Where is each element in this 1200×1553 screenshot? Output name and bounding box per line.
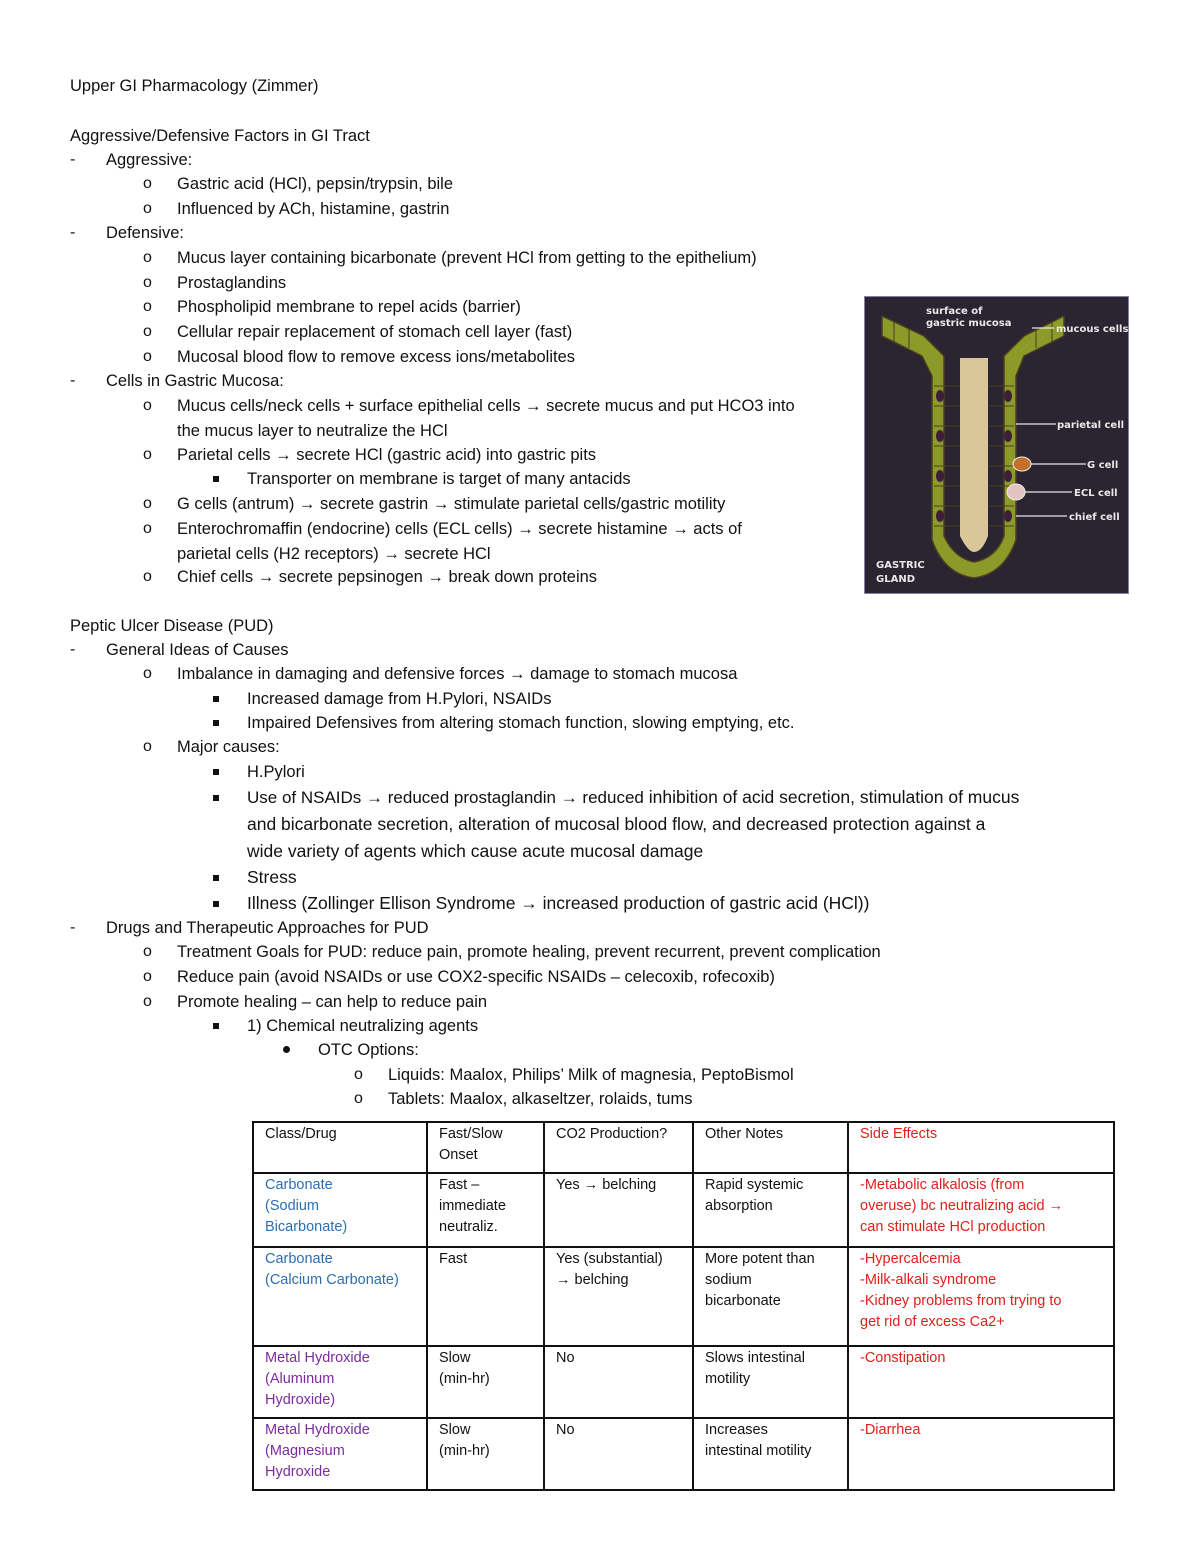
cell-co2: No xyxy=(544,1418,693,1490)
list-subitem-continuation: and bicarbonate secretion, alteration of mucosal blood flow, and decreased protection against a xyxy=(247,814,986,834)
cell-onset: Fast xyxy=(427,1247,544,1346)
cell-co2: Yes → belching xyxy=(544,1173,693,1247)
list-item: Chief cells → secrete pepsinogen → break down proteins xyxy=(177,568,598,586)
dash-marker: - xyxy=(70,224,76,241)
figure-label-gland: GLAND xyxy=(876,574,915,585)
list-item: Mucus layer containing bicarbonate (prevent HCl from getting to the epithelium) xyxy=(177,249,757,267)
table-row xyxy=(253,1346,1114,1418)
o-marker: o xyxy=(354,1090,363,1107)
list-item: Cellular repair replacement of stomach cell layer (fast) xyxy=(177,323,573,341)
table-row xyxy=(253,1418,1114,1490)
table-row xyxy=(253,1173,1114,1247)
o-marker: o xyxy=(143,968,152,985)
list-subsubitem: OTC Options: xyxy=(318,1041,419,1059)
list-item-continuation: parietal cells (H2 receptors) → secrete HCl xyxy=(177,545,491,563)
cell-class: Metal Hydroxide (Aluminum Hydroxide) xyxy=(253,1346,427,1418)
square-bullet xyxy=(213,476,219,482)
antacid-table xyxy=(252,1121,1115,1491)
list-subitem: Increased damage from H.Pylori, NSAIDs xyxy=(247,690,552,708)
cell-class: Metal Hydroxide (Magnesium Hydroxide xyxy=(253,1418,427,1490)
general-label: General Ideas of Causes xyxy=(106,641,289,659)
o-marker: o xyxy=(354,1066,363,1083)
cell-side-effects: -Diarrhea xyxy=(848,1418,1114,1490)
square-bullet xyxy=(213,875,219,881)
list-item: Gastric acid (HCl), pepsin/trypsin, bile xyxy=(177,175,454,193)
cell-co2: Yes (substantial) → belching xyxy=(544,1247,693,1346)
o-marker: o xyxy=(143,274,152,291)
list-subitem-continuation: wide variety of agents which cause acute mucosal damage xyxy=(247,841,704,861)
o-marker: o xyxy=(143,446,152,463)
defensive-label: Defensive: xyxy=(106,224,184,242)
list-item: Major causes: xyxy=(177,738,280,756)
cell-onset: Fast – immediate neutraliz. xyxy=(427,1173,544,1247)
aggressive-label: Aggressive: xyxy=(106,151,193,169)
header-side-effects: Side Effects xyxy=(848,1122,1114,1173)
list-subitem: Transporter on membrane is target of many antacids xyxy=(247,470,631,488)
cell-class: Carbonate (Calcium Carbonate) xyxy=(253,1247,427,1346)
list-item: Mucosal blood flow to remove excess ions/metabolites xyxy=(177,348,576,366)
figure-label-g-cell: G cell xyxy=(1087,460,1119,471)
list-subitem: H.Pylori xyxy=(247,763,305,781)
cells-label: Cells in Gastric Mucosa: xyxy=(106,372,284,390)
list-item: Prostaglandins xyxy=(177,274,287,292)
cell-notes: Increases intestinal motility xyxy=(693,1418,848,1490)
list-item: Mucus cells/neck cells + surface epithelial cells → secrete mucus and put HCO3 into xyxy=(177,397,795,415)
header-onset: Fast/Slow Onset xyxy=(427,1122,544,1173)
cell-notes: More potent than sodium bicarbonate xyxy=(693,1247,848,1346)
section-heading-factors: Aggressive/Defensive Factors in GI Tract xyxy=(70,127,370,145)
o-marker: o xyxy=(143,323,152,340)
figure-label-gastric: GASTRIC xyxy=(876,560,925,571)
square-bullet xyxy=(213,769,219,775)
cell-notes: Rapid systemic absorption xyxy=(693,1173,848,1247)
list-item: Parietal cells → secrete HCl (gastric acid) into gastric pits xyxy=(177,446,597,464)
figure-label-parietal-cell: parietal cell xyxy=(1057,420,1125,431)
o-marker: o xyxy=(143,298,152,315)
round-bullet xyxy=(283,1046,290,1053)
list-item: Phospholipid membrane to repel acids (barrier) xyxy=(177,298,521,316)
list-subitem: Stress xyxy=(247,867,297,887)
table-row xyxy=(253,1247,1114,1346)
o-marker: o xyxy=(143,993,152,1010)
o-marker: o xyxy=(143,665,152,682)
o-marker: o xyxy=(143,175,152,192)
list-item: Liquids: Maalox, Philips’ Milk of magnesia, PeptoBismol xyxy=(388,1066,794,1084)
o-marker: o xyxy=(143,249,152,266)
square-bullet xyxy=(213,901,219,907)
o-marker: o xyxy=(143,495,152,512)
cell-class: Carbonate (Sodium Bicarbonate) xyxy=(253,1173,427,1247)
square-bullet xyxy=(213,795,219,801)
header-notes: Other Notes xyxy=(693,1122,848,1173)
cell-side-effects: -Hypercalcemia -Milk-alkali syndrome -Kidney problems from trying to get rid of excess Ca2+ xyxy=(848,1247,1114,1346)
cell-notes: Slows intestinal motility xyxy=(693,1346,848,1418)
cell-side-effects: -Constipation xyxy=(848,1346,1114,1418)
list-item: Promote healing – can help to reduce pain xyxy=(177,993,488,1011)
figure-label-ecl-cell: ECL cell xyxy=(1074,488,1118,499)
square-bullet xyxy=(213,1023,219,1029)
list-item: Influenced by ACh, histamine, gastrin xyxy=(177,200,450,218)
square-bullet xyxy=(213,720,219,726)
o-marker: o xyxy=(143,348,152,365)
o-marker: o xyxy=(143,520,152,537)
list-item: Reduce pain (avoid NSAIDs or use COX2-specific NSAIDs – celecoxib, rofecoxib) xyxy=(177,968,775,986)
list-item: G cells (antrum) → secrete gastrin → stimulate parietal cells/gastric motility xyxy=(177,495,726,513)
o-marker: o xyxy=(143,568,152,585)
gastric-gland-figure xyxy=(864,296,1129,594)
figure-label-surface: surface of xyxy=(926,306,983,317)
list-subitem-nsaids xyxy=(247,786,1019,809)
dash-marker: - xyxy=(70,919,76,936)
o-marker: o xyxy=(143,397,152,414)
cell-onset: Slow (min-hr) xyxy=(427,1346,544,1418)
table-header-row xyxy=(253,1122,1114,1173)
figure-label-mucosa: gastric mucosa xyxy=(926,318,1012,329)
figure-label-chief-cell: chief cell xyxy=(1069,512,1120,523)
section-heading-pud: Peptic Ulcer Disease (PUD) xyxy=(70,617,274,635)
o-marker: o xyxy=(143,943,152,960)
cell-onset: Slow (min-hr) xyxy=(427,1418,544,1490)
list-subitem: 1) Chemical neutralizing agents xyxy=(247,1017,479,1035)
doc-title: Upper GI Pharmacology (Zimmer) xyxy=(70,77,319,95)
list-item-continuation: the mucus layer to neutralize the HCl xyxy=(177,422,448,440)
drugs-label: Drugs and Therapeutic Approaches for PUD xyxy=(106,919,429,937)
list-item: Imbalance in damaging and defensive forces → damage to stomach mucosa xyxy=(177,665,738,683)
list-item: Treatment Goals for PUD: reduce pain, promote healing, prevent recurrent, prevent complication xyxy=(177,943,881,961)
nsaid-rest-text: inhibition of acid secretion, stimulation of mucus xyxy=(643,787,1020,807)
figure-label-mucous-cells: mucous cells xyxy=(1056,324,1129,335)
list-subitem: Impaired Defensives from altering stomach function, slowing emptying, etc. xyxy=(247,714,795,732)
o-marker: o xyxy=(143,738,152,755)
dash-marker: - xyxy=(70,641,76,658)
square-bullet xyxy=(213,696,219,702)
dash-marker: - xyxy=(70,151,76,168)
cell-side-effects: -Metabolic alkalosis (from overuse) bc neutralizing acid → can stimulate HCl production xyxy=(848,1173,1114,1247)
o-marker: o xyxy=(143,200,152,217)
header-co2: CO2 Production? xyxy=(544,1122,693,1173)
cell-co2: No xyxy=(544,1346,693,1418)
header-class: Class/Drug xyxy=(253,1122,427,1173)
nsaid-bold-text: Use of NSAIDs → reduced prostaglandin → reduced xyxy=(247,788,644,807)
list-item: Tablets: Maalox, alkaseltzer, rolaids, tums xyxy=(388,1090,693,1108)
list-subitem: Illness (Zollinger Ellison Syndrome → increased production of gastric acid (HCl)) xyxy=(247,893,870,913)
list-item: Enterochromaffin (endocrine) cells (ECL cells) → secrete histamine → acts of xyxy=(177,520,742,538)
dash-marker: - xyxy=(70,372,76,389)
